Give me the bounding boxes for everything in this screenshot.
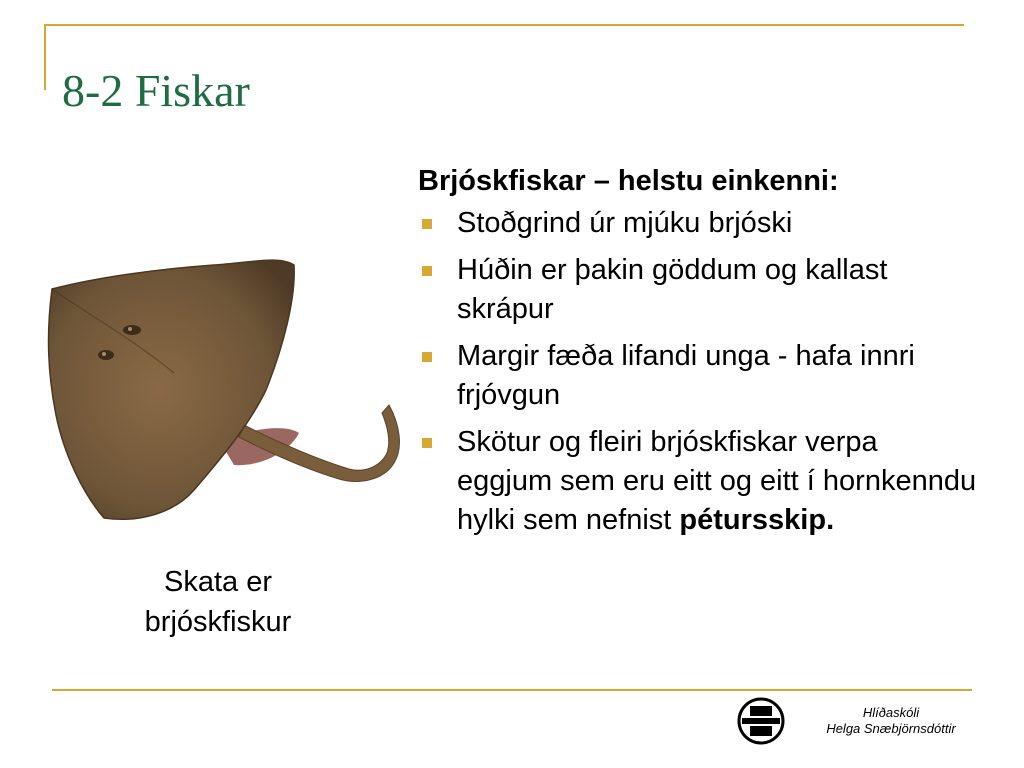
- square-bullet-icon: [422, 352, 432, 362]
- bullet-text: Stoðgrind úr mjúku brjóski: [457, 207, 793, 239]
- content-block: [418, 162, 978, 548]
- bullet-item: [418, 204, 978, 243]
- skate-illustration: [44, 255, 404, 525]
- bullet-text: Skötur og fleiri brjóskfiskar verpa eggjum sem eru eitt og eitt í hornkenndu hylki sem nefnist: [457, 426, 977, 536]
- caption-line: Skata er: [164, 566, 272, 598]
- image-caption: [116, 562, 320, 642]
- bullet-bold-term: pétursskip.: [679, 504, 835, 536]
- footer-author: Helga Snæbjörnsdóttir: [826, 721, 956, 736]
- slide-title: 8-2 Fiskar: [62, 65, 250, 116]
- footer-divider: [52, 689, 972, 691]
- school-logo-icon: [737, 697, 785, 745]
- square-bullet-icon: [422, 219, 432, 229]
- bullet-list: [418, 204, 978, 540]
- bullet-text: Margir fæða lifandi unga - hafa innri frjóvgun: [457, 340, 915, 411]
- square-bullet-icon: [422, 438, 432, 448]
- frame-left-line: [44, 24, 46, 90]
- footer-school: Hlíðaskóli: [862, 705, 920, 720]
- bullet-item: [418, 251, 978, 329]
- content-heading: Brjóskfiskar – helstu einkenni:: [418, 165, 839, 197]
- bullet-item: [418, 423, 978, 540]
- footer-credits: [800, 705, 982, 737]
- bullet-text: Húðin er þakin göddum og kallast skrápur: [457, 254, 888, 325]
- frame-top-line: [44, 24, 964, 26]
- caption-line: brjóskfiskur: [144, 606, 292, 638]
- bullet-item: [418, 337, 978, 415]
- square-bullet-icon: [422, 266, 432, 276]
